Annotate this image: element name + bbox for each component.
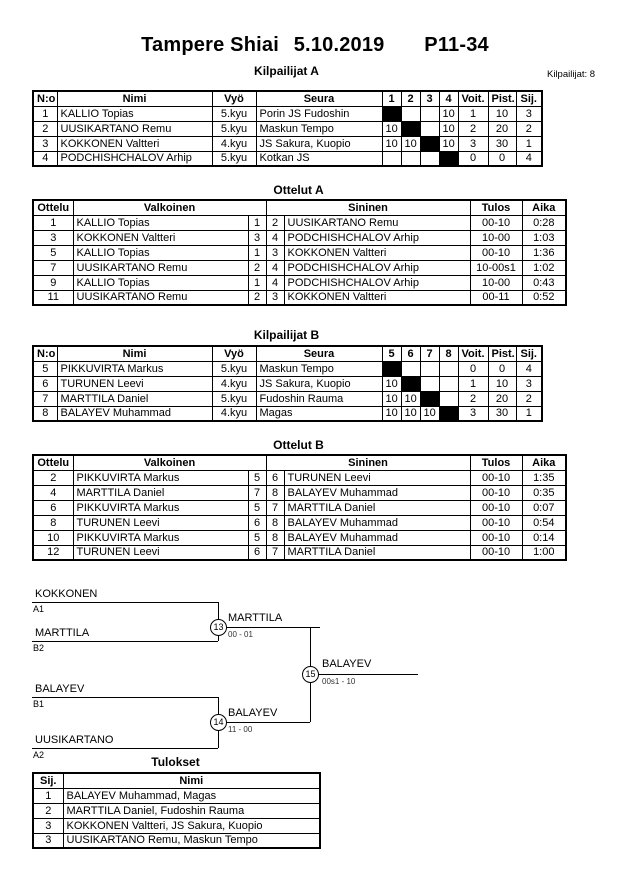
matches-b-header-row — [33, 455, 566, 470]
score-cell — [420, 391, 439, 406]
pool-row — [33, 376, 542, 391]
col-header-result: Tulos — [470, 455, 522, 470]
match-result: 00-10 — [470, 245, 522, 260]
competitor-name: KOKKONEN Valtteri — [57, 136, 212, 151]
blue-number: 7 — [266, 545, 284, 560]
match-number: 2 — [33, 470, 73, 485]
match-result: 00-10 — [470, 545, 522, 560]
white-number: 6 — [248, 545, 266, 560]
competitor-number: 5 — [33, 361, 57, 376]
competitor-name: TURUNEN Leevi — [57, 376, 212, 391]
bracket-line — [310, 674, 418, 675]
competitor-club: JS Sakura, Kuopio — [256, 376, 382, 391]
bracket-player-name: BALAYEV — [35, 683, 85, 695]
score-cell — [401, 106, 420, 121]
match-row — [33, 260, 566, 275]
bracket-line — [32, 697, 218, 698]
white-player: KOKKONEN Valtteri — [73, 230, 248, 245]
match-row — [33, 500, 566, 515]
wins-cell: 1 — [458, 106, 488, 121]
wins-cell: 2 — [458, 121, 488, 136]
match-number: 11 — [33, 290, 73, 305]
bracket-winner-name: MARTTILA — [228, 612, 283, 624]
matches-a-table — [32, 199, 567, 306]
score-cell — [420, 151, 439, 166]
col-header-belt: Vyö — [212, 91, 256, 106]
blue-player: PODCHISHCHALOV Arhip — [284, 230, 470, 245]
match-number-badge: 15 — [302, 666, 319, 683]
blue-player: PODCHISHCHALOV Arhip — [284, 275, 470, 290]
col-header-white: Valkoinen — [73, 455, 266, 470]
match-result: 10-00 — [470, 275, 522, 290]
white-player: TURUNEN Leevi — [73, 545, 248, 560]
col-header-name: Nimi — [57, 346, 212, 361]
results-table — [32, 772, 321, 849]
matches-b-table — [32, 454, 567, 561]
blue-player: BALAYEV Muhammad — [284, 530, 470, 545]
match-row — [33, 530, 566, 545]
section-heading-matches-a: Ottelut A — [273, 183, 324, 197]
white-player: KALLIO Topias — [73, 245, 248, 260]
white-number: 1 — [248, 245, 266, 260]
section-heading-pool-b: Kilpailijat B — [253, 328, 320, 342]
match-result: 00-10 — [470, 500, 522, 515]
final-bracket — [32, 586, 462, 766]
competitor-name: PIKKUVIRTA Markus — [57, 361, 212, 376]
match-time: 1:02 — [522, 260, 566, 275]
competitor-club: Fudoshin Rauma — [256, 391, 382, 406]
competitor-number: 3 — [33, 136, 57, 151]
competitor-number: 2 — [33, 121, 57, 136]
match-row — [33, 215, 566, 230]
match-result: 00-11 — [470, 290, 522, 305]
match-number: 1 — [33, 215, 73, 230]
bracket-player-name: MARTTILA — [35, 627, 90, 639]
match-row — [33, 245, 566, 260]
bracket-match-score: 00s1 - 10 — [322, 677, 356, 686]
score-cell: 10 — [420, 406, 439, 421]
score-cell — [382, 361, 401, 376]
col-header-time: Aika — [522, 200, 566, 215]
blue-player: BALAYEV Muhammad — [284, 515, 470, 530]
white-number: 5 — [248, 470, 266, 485]
bracket-line — [32, 748, 218, 749]
competitor-number: 4 — [33, 151, 57, 166]
points-cell: 0 — [488, 361, 516, 376]
category-label: P11-34 — [424, 34, 489, 56]
score-cell — [420, 361, 439, 376]
score-cell — [401, 376, 420, 391]
competitor-club: Magas — [256, 406, 382, 421]
matches-a-header-row — [33, 200, 566, 215]
score-cell — [439, 391, 458, 406]
score-cell — [439, 406, 458, 421]
score-cell — [420, 106, 439, 121]
blue-player: KOKKONEN Valtteri — [284, 245, 470, 260]
competitor-belt: 4.kyu — [212, 376, 256, 391]
competitor-belt: 4.kyu — [212, 136, 256, 151]
blue-number: 4 — [266, 275, 284, 290]
col-header-time: Aika — [522, 455, 566, 470]
white-player: KALLIO Topias — [73, 215, 248, 230]
white-player: UUSIKARTANO Remu — [73, 260, 248, 275]
pool-a-header-row — [33, 91, 542, 106]
col-header-blue: Sininen — [266, 455, 470, 470]
white-player: PIKKUVIRTA Markus — [73, 530, 248, 545]
bracket-seed-label: A2 — [33, 750, 45, 760]
white-player: TURUNEN Leevi — [73, 515, 248, 530]
score-cell — [439, 151, 458, 166]
white-number: 1 — [248, 275, 266, 290]
white-number: 3 — [248, 230, 266, 245]
white-player: PIKKUVIRTA Markus — [73, 470, 248, 485]
match-time: 0:28 — [522, 215, 566, 230]
result-place: 3 — [33, 833, 63, 848]
pool-row — [33, 406, 542, 421]
bracket-seed-label: A1 — [33, 604, 45, 614]
section-heading-results: Tulokset — [151, 755, 200, 769]
place-cell: 4 — [516, 361, 542, 376]
score-cell — [401, 151, 420, 166]
bracket-seed-label: B1 — [33, 699, 45, 709]
bracket-winner-name: BALAYEV — [228, 707, 278, 719]
page-title — [0, 34, 630, 57]
col-header-points: Pist. — [488, 91, 516, 106]
match-row — [33, 485, 566, 500]
points-cell: 30 — [488, 406, 516, 421]
col-header-place: Sij. — [33, 773, 63, 788]
match-row — [33, 545, 566, 560]
bracket-line — [218, 627, 320, 628]
competitor-number: 1 — [33, 106, 57, 121]
bracket-match-score: 00 - 01 — [228, 630, 253, 639]
col-header-name: Nimi — [57, 91, 212, 106]
match-number-badge: 13 — [210, 619, 227, 636]
score-cell — [382, 106, 401, 121]
match-time: 0:54 — [522, 515, 566, 530]
match-result: 00-10 — [470, 470, 522, 485]
wins-cell: 3 — [458, 136, 488, 151]
match-result: 00-10 — [470, 485, 522, 500]
score-cell — [401, 121, 420, 136]
match-number: 10 — [33, 530, 73, 545]
section-heading-matches-b: Ottelut B — [273, 438, 324, 452]
blue-player: UUSIKARTANO Remu — [284, 215, 470, 230]
white-number: 5 — [248, 500, 266, 515]
place-cell: 3 — [516, 376, 542, 391]
blue-number: 2 — [266, 215, 284, 230]
blue-number: 8 — [266, 485, 284, 500]
competitor-name: MARTTILA Daniel — [57, 391, 212, 406]
col-header-opp6: 6 — [401, 346, 420, 361]
white-number: 2 — [248, 290, 266, 305]
blue-number: 7 — [266, 500, 284, 515]
place-cell: 2 — [516, 391, 542, 406]
blue-number: 3 — [266, 290, 284, 305]
bracket-line — [218, 722, 310, 723]
white-number: 1 — [248, 215, 266, 230]
blue-player: TURUNEN Leevi — [284, 470, 470, 485]
col-header-blue: Sininen — [266, 200, 470, 215]
bracket-match-score: 11 - 00 — [228, 725, 253, 734]
match-result: 00-10 — [470, 530, 522, 545]
bracket-seed-label: B2 — [33, 643, 45, 653]
result-row — [33, 818, 320, 833]
pool-row — [33, 151, 542, 166]
blue-player: PODCHISHCHALOV Arhip — [284, 260, 470, 275]
white-player: MARTTILA Daniel — [73, 485, 248, 500]
result-name: UUSIKARTANO Remu, Maskun Tempo — [63, 833, 320, 848]
competitor-club: Kotkan JS — [256, 151, 382, 166]
competitor-club: Maskun Tempo — [256, 121, 382, 136]
col-header-wins: Voit. — [458, 346, 488, 361]
score-cell — [420, 121, 439, 136]
match-result: 00-10 — [470, 215, 522, 230]
match-result: 10-00s1 — [470, 260, 522, 275]
match-number: 5 — [33, 245, 73, 260]
white-player: UUSIKARTANO Remu — [73, 290, 248, 305]
white-number: 5 — [248, 530, 266, 545]
competitor-name: KALLIO Topias — [57, 106, 212, 121]
wins-cell: 1 — [458, 376, 488, 391]
pool-row — [33, 121, 542, 136]
match-number: 6 — [33, 500, 73, 515]
score-cell — [420, 136, 439, 151]
score-cell: 10 — [382, 121, 401, 136]
col-header-opp7: 7 — [420, 346, 439, 361]
col-header-number: N:o — [33, 91, 57, 106]
wins-cell: 0 — [458, 361, 488, 376]
competitor-name: BALAYEV Muhammad — [57, 406, 212, 421]
competitor-belt: 5.kyu — [212, 106, 256, 121]
col-header-match: Ottelu — [33, 200, 73, 215]
score-cell — [401, 361, 420, 376]
match-row — [33, 275, 566, 290]
match-time: 1:36 — [522, 245, 566, 260]
match-time: 1:00 — [522, 545, 566, 560]
col-header-opp2: 2 — [401, 91, 420, 106]
col-header-opp1: 1 — [382, 91, 401, 106]
col-header-number: N:o — [33, 346, 57, 361]
match-time: 0:52 — [522, 290, 566, 305]
points-cell: 10 — [488, 106, 516, 121]
score-cell: 10 — [439, 136, 458, 151]
col-header-opp4: 4 — [439, 91, 458, 106]
col-header-wins: Voit. — [458, 91, 488, 106]
col-header-club: Seura — [256, 346, 382, 361]
match-number: 8 — [33, 515, 73, 530]
match-result: 00-10 — [470, 515, 522, 530]
score-cell: 10 — [401, 406, 420, 421]
result-place: 3 — [33, 818, 63, 833]
competitor-belt: 5.kyu — [212, 391, 256, 406]
score-cell: 10 — [439, 121, 458, 136]
white-number: 2 — [248, 260, 266, 275]
blue-number: 4 — [266, 230, 284, 245]
result-row — [33, 833, 320, 848]
pool-a-table — [32, 90, 543, 167]
competitor-club: Maskun Tempo — [256, 361, 382, 376]
bracket-player-name: UUSIKARTANO — [35, 734, 114, 746]
score-cell: 10 — [401, 391, 420, 406]
white-number: 7 — [248, 485, 266, 500]
competitors-count: Kilpailijat: 8 — [547, 69, 596, 80]
result-name: BALAYEV Muhammad, Magas — [63, 788, 320, 803]
col-header-points: Pist. — [488, 346, 516, 361]
bracket-line — [32, 602, 218, 603]
match-time: 0:43 — [522, 275, 566, 290]
wins-cell: 2 — [458, 391, 488, 406]
score-cell — [382, 151, 401, 166]
competitor-name: UUSIKARTANO Remu — [57, 121, 212, 136]
blue-player: MARTTILA Daniel — [284, 500, 470, 515]
section-heading-pool-a: Kilpailijat A — [254, 64, 319, 78]
place-cell: 1 — [516, 136, 542, 151]
col-header-white: Valkoinen — [73, 200, 266, 215]
col-header-place: Sij. — [516, 346, 542, 361]
competitor-belt: 5.kyu — [212, 151, 256, 166]
col-header-result: Tulos — [470, 200, 522, 215]
pool-b-header-row — [33, 346, 542, 361]
blue-player: MARTTILA Daniel — [284, 545, 470, 560]
match-time: 1:03 — [522, 230, 566, 245]
pool-b-table — [32, 345, 543, 422]
points-cell: 30 — [488, 136, 516, 151]
place-cell: 3 — [516, 106, 542, 121]
score-cell — [439, 376, 458, 391]
points-cell: 10 — [488, 376, 516, 391]
match-result: 10-00 — [470, 230, 522, 245]
white-player: PIKKUVIRTA Markus — [73, 500, 248, 515]
result-row — [33, 788, 320, 803]
result-place: 2 — [33, 803, 63, 818]
match-time: 0:35 — [522, 485, 566, 500]
match-row — [33, 290, 566, 305]
competitor-club: Porin JS Fudoshin — [256, 106, 382, 121]
pool-row — [33, 136, 542, 151]
match-number: 4 — [33, 485, 73, 500]
match-row — [33, 470, 566, 485]
col-header-club: Seura — [256, 91, 382, 106]
bracket-winner-name: BALAYEV — [322, 658, 372, 670]
blue-number: 6 — [266, 470, 284, 485]
match-number: 3 — [33, 230, 73, 245]
match-row — [33, 230, 566, 245]
blue-player: KOKKONEN Valtteri — [284, 290, 470, 305]
match-number: 7 — [33, 260, 73, 275]
bracket-player-name: KOKKONEN — [35, 588, 98, 600]
wins-cell: 3 — [458, 406, 488, 421]
col-header-name: Nimi — [63, 773, 320, 788]
blue-number: 4 — [266, 260, 284, 275]
points-cell: 0 — [488, 151, 516, 166]
match-number: 12 — [33, 545, 73, 560]
event-date: 5.10.2019 — [293, 34, 385, 56]
place-cell: 2 — [516, 121, 542, 136]
bracket-line — [32, 641, 218, 642]
result-name: KOKKONEN Valtteri, JS Sakura, Kuopio — [63, 818, 320, 833]
blue-number: 8 — [266, 515, 284, 530]
match-time: 0:14 — [522, 530, 566, 545]
col-header-belt: Vyö — [212, 346, 256, 361]
points-cell: 20 — [488, 121, 516, 136]
wins-cell: 0 — [458, 151, 488, 166]
result-row — [33, 803, 320, 818]
col-header-opp8: 8 — [439, 346, 458, 361]
place-cell: 1 — [516, 406, 542, 421]
pool-row — [33, 391, 542, 406]
competitor-belt: 5.kyu — [212, 121, 256, 136]
col-header-place: Sij. — [516, 91, 542, 106]
score-cell: 10 — [382, 391, 401, 406]
points-cell: 20 — [488, 391, 516, 406]
competitor-name: PODCHISHCHALOV Arhip — [57, 151, 212, 166]
match-time: 1:35 — [522, 470, 566, 485]
result-name: MARTTILA Daniel, Fudoshin Rauma — [63, 803, 320, 818]
score-cell — [420, 376, 439, 391]
blue-player: BALAYEV Muhammad — [284, 485, 470, 500]
competitor-belt: 4.kyu — [212, 406, 256, 421]
match-number-badge: 14 — [210, 714, 227, 731]
blue-number: 3 — [266, 245, 284, 260]
competitor-number: 6 — [33, 376, 57, 391]
pool-row — [33, 361, 542, 376]
match-time: 0:07 — [522, 500, 566, 515]
competitor-belt: 5.kyu — [212, 361, 256, 376]
score-cell: 10 — [382, 376, 401, 391]
event-name: Tampere Shiai — [141, 34, 279, 56]
pool-row — [33, 106, 542, 121]
col-header-opp3: 3 — [420, 91, 439, 106]
match-number: 9 — [33, 275, 73, 290]
white-player: KALLIO Topias — [73, 275, 248, 290]
score-cell — [439, 361, 458, 376]
place-cell: 4 — [516, 151, 542, 166]
results-header-row — [33, 773, 320, 788]
result-place: 1 — [33, 788, 63, 803]
score-cell: 10 — [382, 406, 401, 421]
match-row — [33, 515, 566, 530]
score-cell: 10 — [439, 106, 458, 121]
score-cell: 10 — [382, 136, 401, 151]
col-header-match: Ottelu — [33, 455, 73, 470]
col-header-opp5: 5 — [382, 346, 401, 361]
competitor-club: JS Sakura, Kuopio — [256, 136, 382, 151]
competitor-number: 8 — [33, 406, 57, 421]
competitor-number: 7 — [33, 391, 57, 406]
white-number: 6 — [248, 515, 266, 530]
score-cell: 10 — [401, 136, 420, 151]
blue-number: 8 — [266, 530, 284, 545]
